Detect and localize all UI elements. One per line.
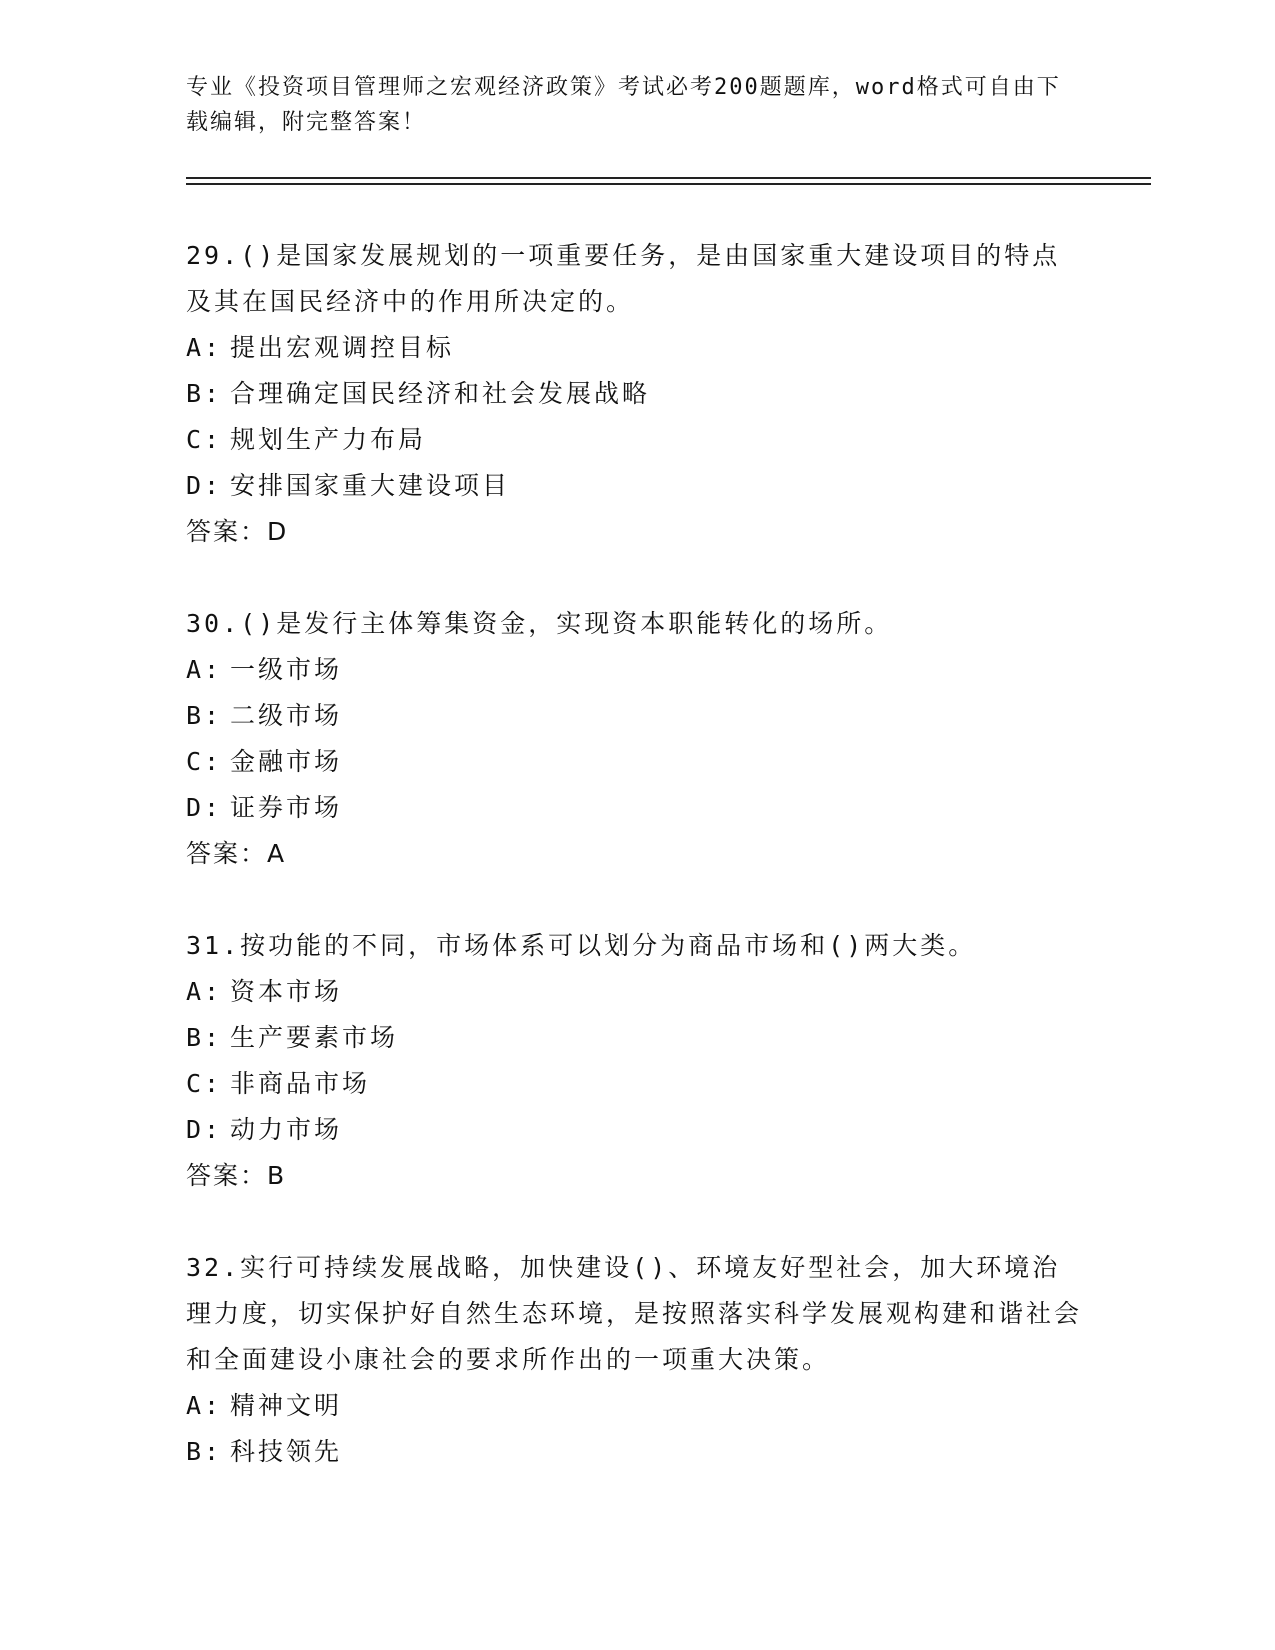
option-b — [186, 1429, 1086, 1475]
option-a — [186, 1383, 1086, 1429]
option-text: 安排国家重大建设项目 — [230, 471, 511, 500]
option-text: 非商品市场 — [230, 1069, 371, 1098]
question-stem: 30.()是发行主体筹集资金，实现资本职能转化的场所。 — [186, 609, 893, 638]
option-c — [186, 417, 1086, 463]
answer-line: 答案：A — [186, 839, 287, 868]
option-text: 精神文明 — [230, 1391, 343, 1420]
option-text: 金融市场 — [230, 747, 343, 776]
question-stem: 29.()是国家发展规划的一项重要任务，是由国家重大建设项目的特点及其在国民经济中的作用所决定的。 — [186, 241, 1061, 316]
option-text: 规划生产力布局 — [230, 425, 427, 454]
option-d — [186, 785, 1086, 831]
option-letter: B: — [186, 701, 223, 730]
option-letter: D: — [186, 1115, 223, 1144]
option-a — [186, 325, 1086, 371]
option-letter: A: — [186, 333, 223, 362]
question-31 — [186, 923, 1086, 1199]
question-stem: 31.按功能的不同，市场体系可以划分为商品市场和()两大类。 — [186, 931, 977, 960]
option-b — [186, 1015, 1086, 1061]
option-text: 资本市场 — [230, 977, 343, 1006]
document-header: 专业《投资项目管理师之宏观经济政策》考试必考200题题库，word格式可自由下载编辑，附完整答案！ — [186, 75, 1061, 135]
option-d — [186, 1107, 1086, 1153]
option-letter: B: — [186, 1023, 223, 1052]
option-text: 生产要素市场 — [230, 1023, 399, 1052]
header-rule-top — [186, 177, 1151, 179]
option-letter: C: — [186, 747, 223, 776]
option-text: 一级市场 — [230, 655, 343, 684]
option-letter: D: — [186, 793, 223, 822]
option-letter: B: — [186, 379, 223, 408]
option-a — [186, 647, 1086, 693]
answer-line: 答案：D — [186, 517, 289, 546]
option-text: 二级市场 — [230, 701, 343, 730]
option-b — [186, 693, 1086, 739]
option-letter: B: — [186, 1437, 223, 1466]
option-text: 提出宏观调控目标 — [230, 333, 455, 362]
question-32 — [186, 1245, 1086, 1475]
option-text: 科技领先 — [230, 1437, 343, 1466]
option-letter: D: — [186, 471, 223, 500]
option-c — [186, 739, 1086, 785]
question-29 — [186, 233, 1086, 555]
option-letter: A: — [186, 977, 223, 1006]
header-rule-bottom — [186, 183, 1151, 185]
option-text: 动力市场 — [230, 1115, 343, 1144]
option-a — [186, 969, 1086, 1015]
option-b — [186, 371, 1086, 417]
option-letter: C: — [186, 425, 223, 454]
option-letter: A: — [186, 655, 223, 684]
option-d — [186, 463, 1086, 509]
question-stem: 32.实行可持续发展战略，加快建设()、环境友好型社会，加大环境治理力度，切实保护好自然生态环境，是按照落实科学发展观构建和谐社会和全面建设小康社会的要求所作出的一项重大决策。 — [186, 1253, 1083, 1374]
option-text: 证券市场 — [230, 793, 343, 822]
option-letter: C: — [186, 1069, 223, 1098]
question-list — [186, 233, 1086, 1521]
option-text: 合理确定国民经济和社会发展战略 — [230, 379, 651, 408]
option-c — [186, 1061, 1086, 1107]
question-30 — [186, 601, 1086, 877]
option-letter: A: — [186, 1391, 223, 1420]
answer-line: 答案：B — [186, 1161, 287, 1190]
